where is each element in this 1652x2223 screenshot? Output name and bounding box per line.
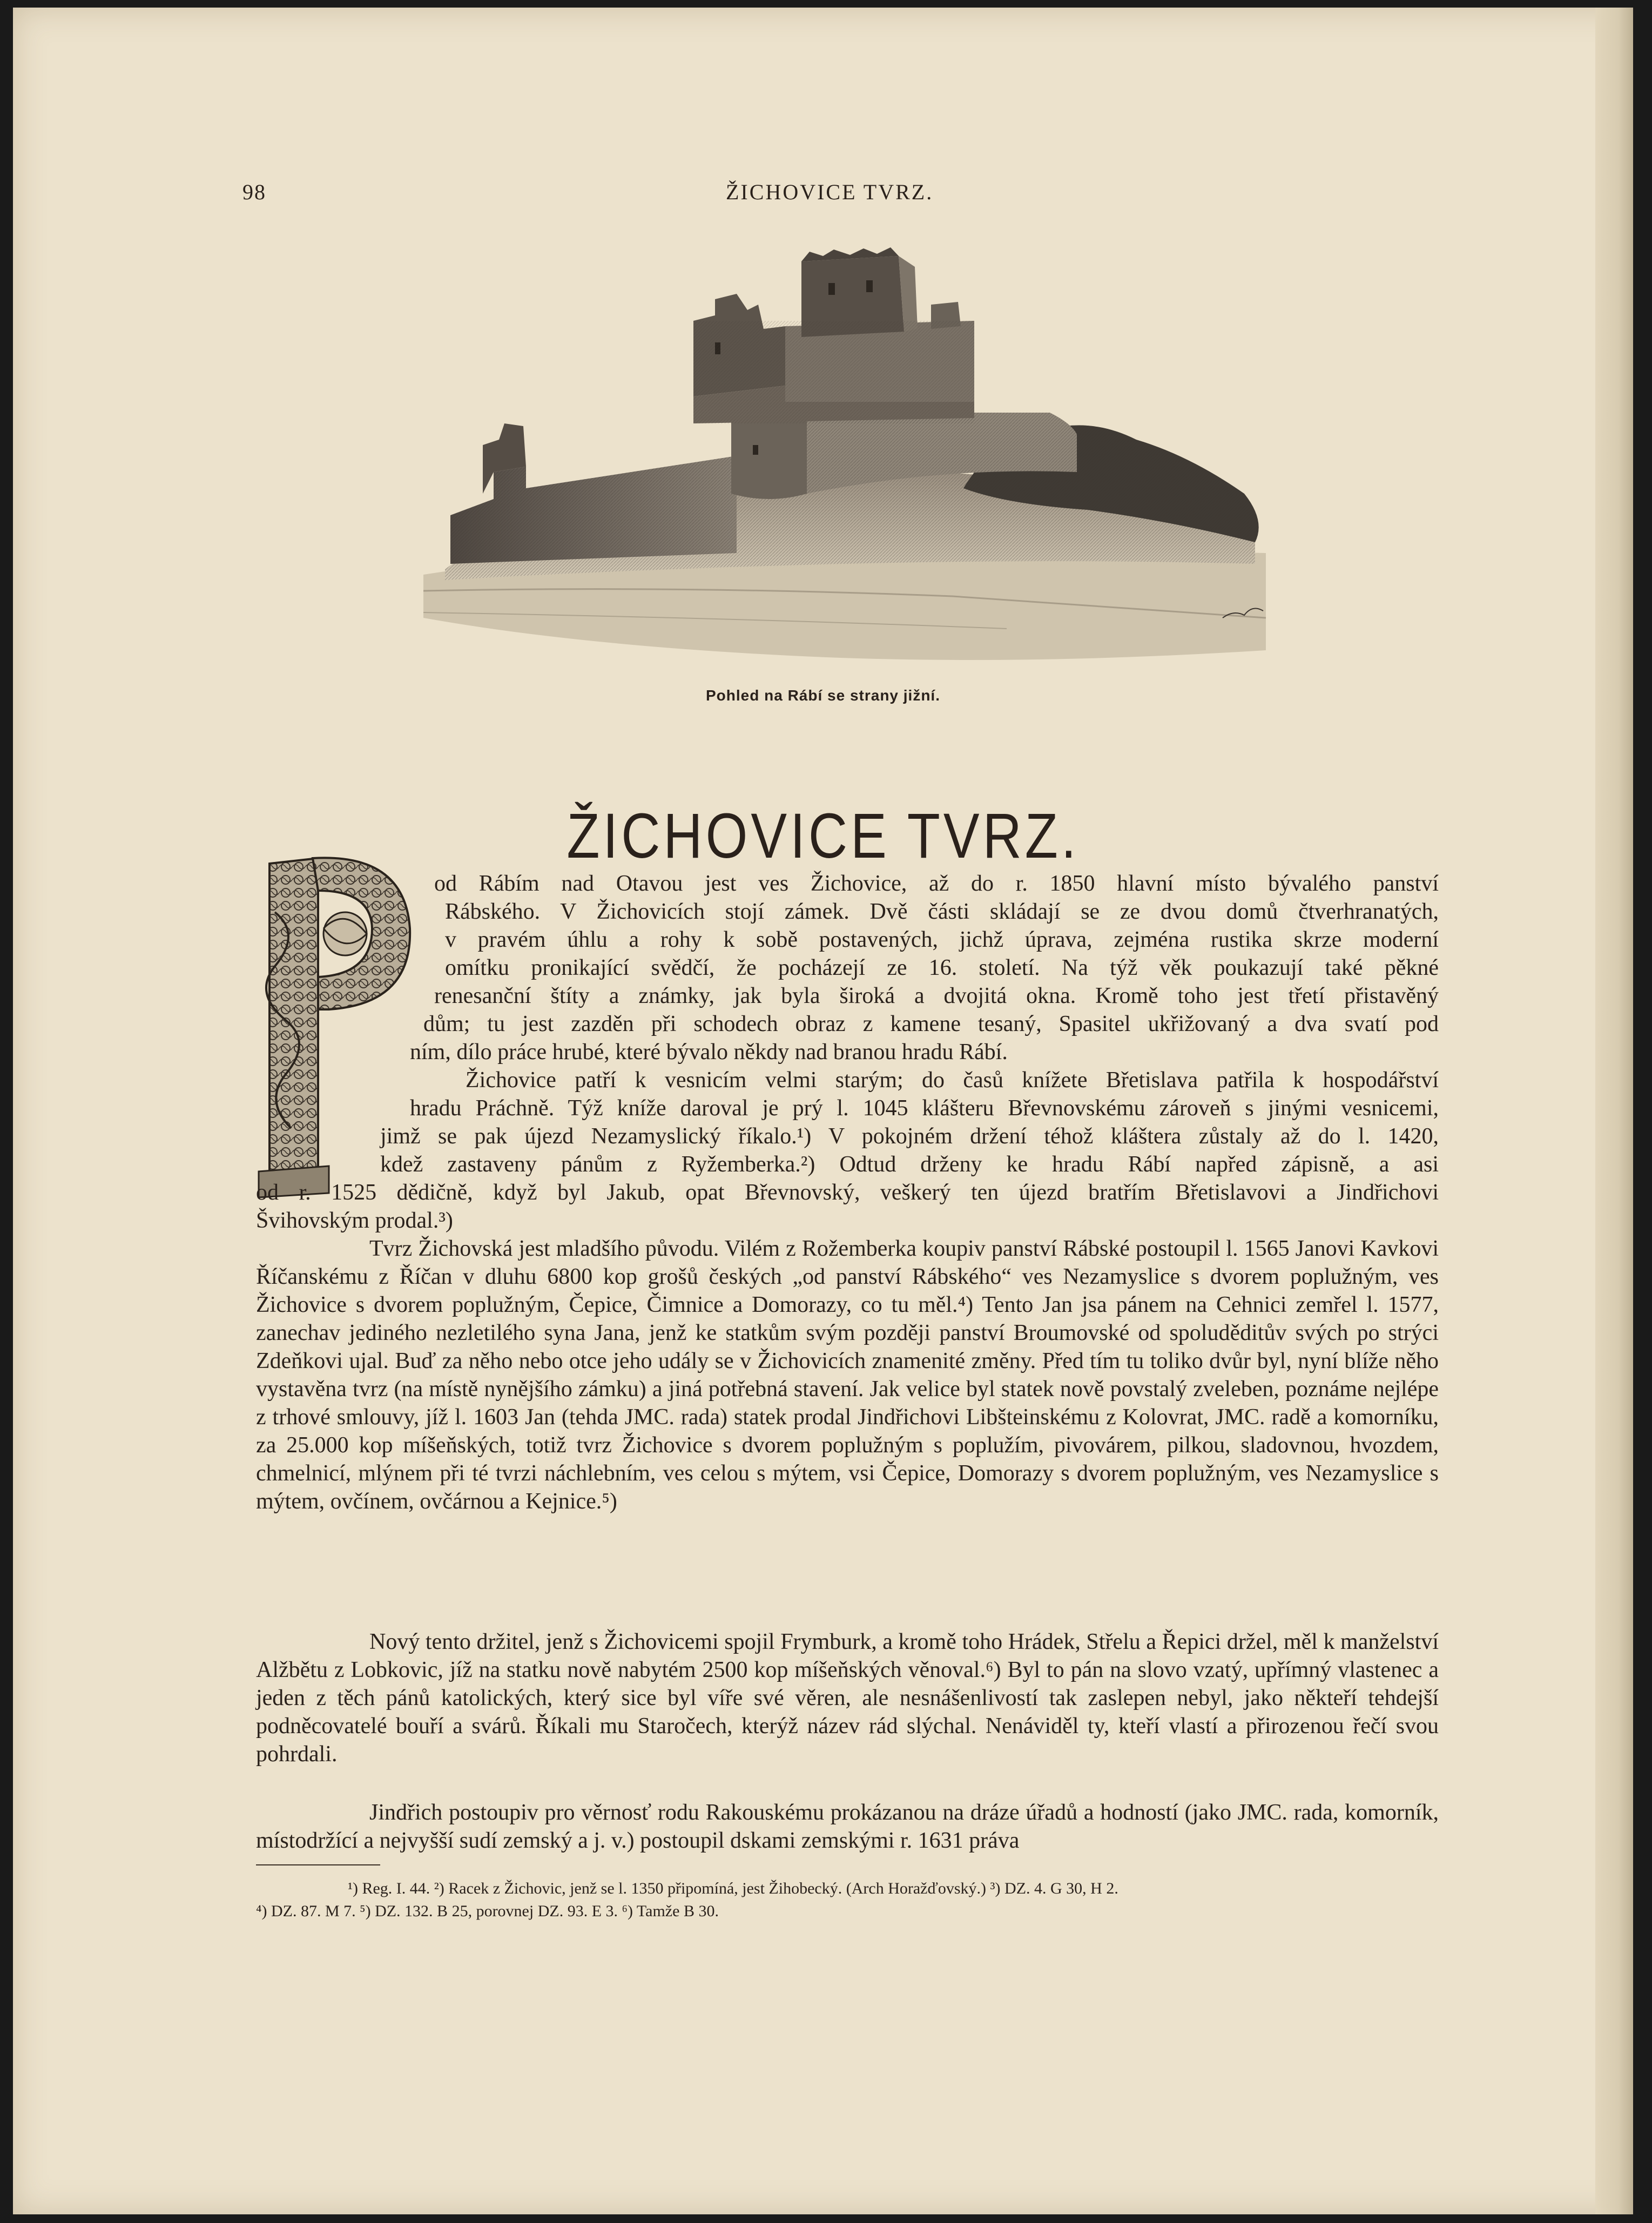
chapter-title: ŽICHOVICE TVRZ. bbox=[567, 800, 1080, 872]
p2-line-6-text: Švihovským prodal.³) bbox=[256, 1208, 453, 1233]
p2-line-2-text: hradu Práchně. Týž kníže daroval je prý l. 1045 klášteru Břevnovskému zároveň s jinými vesnicemi, bbox=[410, 1096, 1439, 1121]
p2-line-4-text: kdež zastaveny pánům z Ryžemberka.²) Odtud drženy ke hradu Rábí napřed zápisně, a asi bbox=[380, 1152, 1439, 1177]
footnote-line-1: ¹) Reg. I. 44. ²) Racek z Žichovic, jenž se l. 1350 připomíná, jest Žihobecký. (Arch Horažďovský.) ³) DZ. 4. G 30, H 2. bbox=[348, 1880, 1118, 1897]
page-number: 98 bbox=[242, 180, 266, 204]
p1-line-4 bbox=[445, 954, 1439, 982]
p2-line-5 bbox=[256, 1178, 1439, 1207]
p1-line-6 bbox=[423, 1010, 1439, 1038]
footnote-separator bbox=[256, 1864, 380, 1865]
p1-line-6-text: dům; tu jest zazděn při schodech obraz z kamene tesaný, Spasitel ukřižovaný a dva svatí pod bbox=[423, 1012, 1439, 1036]
p1-line-2-text: Rábského. V Žichovicích stojí zámek. Dvě části skládají se ze dvou domů čtverhranatých, bbox=[445, 899, 1439, 924]
p1-line-7-text: ním, dílo práce hrubé, které bývalo někdy nad branou hradu Rábí. bbox=[410, 1040, 1008, 1065]
p1-line-5 bbox=[434, 982, 1439, 1010]
p2-line-6 bbox=[256, 1207, 1439, 1235]
p1-line-2 bbox=[445, 898, 1439, 926]
p1-line-7 bbox=[410, 1038, 1439, 1066]
p2-line-1-text: Žichovice patří k vesnicím velmi starým; do časů knížete Břetislava patřila k hospodářství bbox=[466, 1068, 1439, 1093]
p1-line-3-text: v pravém úhlu a rohy k sobě postavených, jichž úprava, zejména rustika skrze moderní bbox=[445, 927, 1439, 952]
castle-engraving-illustration bbox=[413, 240, 1277, 661]
page-edge-shadow bbox=[1595, 8, 1633, 2214]
running-head: ŽICHOVICE TVRZ. bbox=[726, 180, 934, 204]
p1-line-1 bbox=[434, 870, 1439, 898]
p1-line-4-text: omítku pronikající svědčí, že pocházejí ze 16. století. Na týž věk poukazují také pěkné bbox=[445, 955, 1439, 980]
p2-line-2 bbox=[410, 1094, 1439, 1122]
p2-line-5-text: od r. 1525 dědičně, když byl Jakub, opat Břevnovský, veškerý ten újezd bratřím Břetislavovi a Jindřichovi bbox=[256, 1180, 1439, 1205]
paragraph-5: Jindřich postoupiv pro věrnosť rodu Rakouskému prokázanou na dráze úřadů a hodností (jako JMC. rada, komorník, místodržící a nejvyšší sudí zemský a j. v.) postoupil dskami zemskými r. 1631 práva bbox=[256, 1800, 1439, 1853]
p1-line-3 bbox=[445, 926, 1439, 954]
illustration-caption: Pohled na Rábí se strany jižní. bbox=[706, 687, 940, 704]
paragraph-3: Tvrz Žichovská jest mladšího původu. Vilém z Rožemberka koupiv panství Rábské postoupil l. 1565 Janovi Kavkovi Říčanskému z Říčan v dluhu 6800 kop grošů českých „od panství Rábského“ ves Nezamyslice s dvorem poplužným, ves Žichovice s dvorem poplužným, Čepice, Čimnice a Domorazy, co tu měl.⁴) Tento Jan jsa pánem na Cehnici zemřel l. 1577, zanechav jediného nezletilého syna Jana, jenž ke statkům svým později panství Broumovské od spoluděditův svých po strýci Zdeňkovi ujal. Buď za něho nebo otce jeho udály se v Žichovicích znamenité změny. Před tím tu toliko dvůr byl, nyní blíže něho vystavěna tvrz (na místě nynějšího zámku) a jiná potřebná stavení. Jak velice byl statek nově povstalý zveleben, poznáme nejlépe z trhové smlouvy, jíž l. 1603 Jan (tehda JMC. rada) statek prodal Jindřichovi Libšteinskému z Kolovrat, JMC. radě a komorníku, za 25.000 kop míšeňských, totiž tvrz Žichovice s dvorem poplužným s poplužím, pivovárem, pilkou, sladovnou, hvozdem, chmelnicí, mlýnem při té tvrzi náchlebním, ves celou s mýtem, vsi Čepice, Domorazy s dvorem poplužným, ves Nezamyslice s mýtem, ovčínem, ovčárnou a Kejnice.⁵) bbox=[256, 1236, 1439, 1514]
p2-line-3-text: jimž se pak újezd Nezamyslický říkalo.¹) V pokojném držení téhož kláštera zůstaly až do l. 1420, bbox=[380, 1124, 1439, 1149]
footnotes bbox=[256, 1877, 1444, 1923]
p1-line-5-text: renesanční štíty a známky, jak byla široká a dvojitá okna. Kromě toho jest třetí přistavěný bbox=[434, 983, 1439, 1008]
p1-line-1-text: od Rábím nad Otavou jest ves Žichovice, až do r. 1850 hlavní místo bývalého panství bbox=[434, 871, 1439, 896]
p2-line-1 bbox=[466, 1066, 1439, 1094]
p2-line-3 bbox=[380, 1122, 1439, 1150]
paragraph-4: Nový tento držitel, jenž s Žichovicemi spojil Frymburk, a kromě toho Hrádek, Střelu a Řepici držel, měl k manželství Alžbětu z Lobkovic, jíž na statku nově nabytém 2500 kop míšeňských věnoval.⁶) Byl to pán na slovo vzatý, upřímný vlastenec a jeden z těch pánů katolických, který sice byl víře své věren, ale nesnášenlivostí tak zaslepen nebyl, jako někteří tehdejší podněcovatelé bouří a svárů. Říkali mu Staročech, kterýž název rád slýchal. Nenáviděl ty, kteří vlastí a přirozenou řečí svou pohrdali. bbox=[256, 1629, 1439, 1767]
p2-line-4 bbox=[380, 1150, 1439, 1178]
footnote-line-2: ⁴) DZ. 87. M 7. ⁵) DZ. 132. B 25, porovnej DZ. 93. E 3. ⁶) Tamže B 30. bbox=[256, 1902, 719, 1920]
page-header bbox=[13, 179, 1633, 212]
book-page bbox=[13, 8, 1633, 2214]
